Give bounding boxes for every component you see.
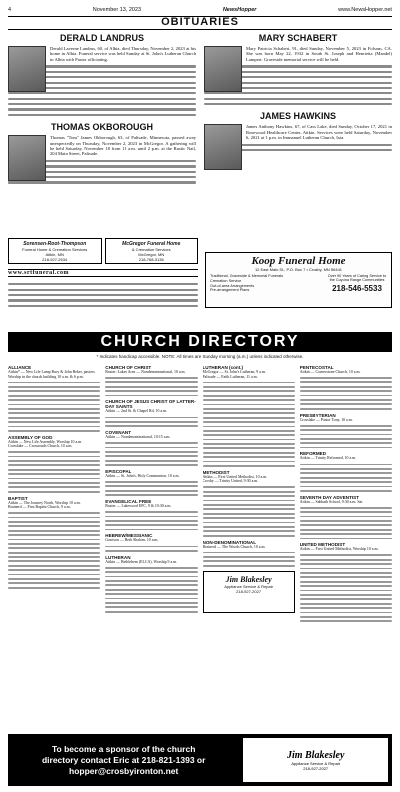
church-entry: Aitkin — 2nd St. & Chapel Rd, 10 a.m. — [105, 409, 168, 414]
church-entry: Crosby — Trinity United, 9:30 a.m. — [202, 479, 259, 484]
denomination-heading: UNITED METHODIST — [299, 542, 346, 548]
church-entry: Brainerd — First Baptist Church, 9 a.m. — [8, 505, 71, 510]
church-entry: Aitkin — First United Methodist, Worship 10 a.m. — [299, 547, 379, 552]
koop-title: Koop Funeral Home — [251, 255, 346, 267]
koop-services: Traditional, Graveside & Memorial Funerals Cremation Service Out-of-area Arrangements Pre-arrangement Plans — [210, 274, 284, 293]
church-entry: Aitkin — Bethlehem (ELCA), Worship 9 a.m. — [105, 559, 178, 564]
directory-column — [203, 362, 295, 730]
obituary-text: Mary Patricia Schabert, 91, died Sunday, November 5, 2023 in Folsom, CA. She was born May 22, 1932 in South St. Joseph and Henrietta (Mandel) Lampert. Graveside memorial service will be held. — [246, 46, 392, 62]
church-entry: Crosslake — Pastor Tony, 10 a.m. — [299, 417, 353, 422]
denomination-heading: CHURCH OF JESUS CHRIST OF LATTER-DAY SAINTS — [105, 399, 196, 410]
church-entry: Aitkin — Trinity Reformed, 10 a.m. — [299, 456, 357, 461]
denomination-heading: REFORMED — [299, 451, 327, 457]
denomination-heading: LUTHERAN (cont.) — [202, 365, 244, 370]
issue-date: November 13, 2023 — [92, 7, 142, 13]
koop-note: Over 90 Years of Caring Service to the Cuyuna Range Communities — [327, 274, 387, 282]
obituary-text: Derald Laverne Landrus, 60, of Albia, died Thursday, November 2, 2023 at his home in Albia. Funeral service was held Sunday at St. John's Lutheran Church in Albia with Pastor officiating. — [50, 46, 196, 62]
church-entry: Aitkin* — New Life Lamp Bury & John Beker, pastors — [8, 370, 95, 374]
church-directory-title: CHURCH DIRECTORY — [8, 332, 392, 352]
obituary-name: JAMES HAWKINS — [259, 111, 336, 122]
church-entry: McGregor — St. John's Lutheran, 9 a.m. — [202, 370, 266, 374]
church-entry: Aitkin — New Life Assembly, Worship 10 a.m. — [8, 439, 83, 444]
church-entry: Aitkin — St. John's, Holy Communion, 10 a.m. — [105, 473, 180, 478]
paper-name: NewsHopper — [222, 7, 257, 13]
koop-address: 12 East Main St., P.O. Box 7 • Crosby, MN 56441 — [254, 267, 343, 272]
directory-columns — [8, 362, 392, 730]
obituary-name: THOMAS OKBOROUGH — [51, 122, 153, 133]
obituary-name: MARY SCHABERT — [258, 33, 338, 43]
directory-column — [300, 362, 392, 730]
obituary-text: Thomas "Tom" James Okborough, 63, of Palisade, Minnesota, passed away unexpectedly on Thursday, November 2, 2023 in McGregor. A gathering will be held Saturday, November 18 from 11 a.m. until 2 p.m. at the Rustic Nail, 204 Main Street, Palisade. — [50, 135, 196, 157]
church-entry: Aitkin — Sabbath School, 9:30 a.m. Sat. — [299, 499, 364, 504]
church-entry: Brainerd — The Woods Church, 10 a.m. — [202, 544, 266, 549]
church-entry: Worship in the church building 10 a.m. & 6 p.m. — [8, 374, 84, 379]
section-banner: OBITUARIES — [8, 16, 392, 30]
denomination-heading: HEBREW/MESSIANIC — [105, 533, 153, 539]
denomination-heading: SEVENTH DAY ADVENTIST — [299, 494, 360, 500]
denomination-heading: COVENANT — [105, 430, 132, 436]
funeral-home-ad: McGregor Funeral Home & Cremation Services McGregor, MN 218-768-3136 — [105, 238, 199, 264]
obituary-photo — [8, 46, 46, 92]
church-entry: Aitkin — The Journey North, Worship 10 a.m. — [8, 500, 81, 505]
funeral-website-link[interactable]: www.srtfuneral.com — [8, 269, 198, 277]
church-entry: Aitkin — Cornerstone Church, 10 a.m. — [299, 370, 361, 374]
church-entry: Baxter — Lakewood EFC, 9 & 10:30 a.m. — [105, 504, 172, 509]
church-entry: Crosslake — Crossroads Church, 10 a.m. — [8, 444, 73, 449]
page-number: 4 — [8, 7, 12, 13]
denomination-heading: METHODIST — [202, 469, 230, 475]
obituary-text: James Anthony Hawkins, 67, of Cass Lake, died Sunday, October 17, 2021 in Rosewood Healthcare Center, Aitkin. Services were held Saturday, November 6, 2021 at 1 p.m. in Immanuel Lutheran Church, Ixia. — [246, 124, 392, 141]
denomination-heading: EPISCOPAL — [105, 468, 132, 474]
obituary-name: DERALD LANDRUS — [60, 33, 144, 43]
sponsor-ad: Jim Blakesley Appliance Service & Repair 218-927-2027 — [203, 571, 295, 613]
denomination-heading: ALLIANCE — [8, 365, 32, 370]
denomination-heading: LUTHERAN — [105, 554, 131, 560]
directory-column — [8, 362, 100, 730]
website-link[interactable]: www.NewsHopper.net — [338, 7, 392, 13]
sponsor-footer — [8, 734, 392, 786]
funeral-home-ads — [8, 238, 198, 326]
church-entry: Aitkin — First United Methodist, 10 a.m. — [202, 474, 268, 479]
footer-text: directory contact Eric at 218-821-1393 or — [41, 754, 206, 765]
funeral-home-ad: Sorensen-Root-Thompson Funeral Home & Cremation Services Aitkin, MN 218-927-2634 — [8, 238, 102, 264]
koop-funeral-ad — [205, 252, 392, 308]
church-entry: Garrison — Beth Shalom, 10 a.m. — [105, 538, 159, 543]
page-header — [8, 6, 392, 14]
denomination-heading: PENTECOSTAL — [299, 365, 334, 370]
denomination-heading: ASSEMBLY OF GOD — [8, 434, 53, 440]
denomination-heading: BAPTIST — [8, 495, 28, 501]
obituary-photo — [204, 46, 242, 92]
denomination-heading: PRESBYTERIAN — [299, 412, 336, 418]
obituary-photo — [8, 135, 46, 181]
church-entry: Palisade — Faith Lutheran, 11 a.m. — [202, 374, 258, 379]
church-entry: Baxter: Lakes Area — Nondenominational, 10 a.m. — [105, 370, 186, 374]
directory-column — [105, 362, 197, 730]
footer-email[interactable]: hopper@crosbyironton.net — [69, 765, 179, 776]
denomination-heading: CHURCH OF CHRIST — [105, 365, 152, 370]
sponsor-ad: Jim Blakesley Appliance Service & Repair 218-927-2027 — [243, 738, 388, 782]
obituary-photo — [204, 124, 242, 170]
church-entry: Aitkin — Nondenominational, 10:15 a.m. — [105, 435, 171, 440]
denomination-heading: EVANGELICAL FREE — [105, 499, 152, 505]
denomination-heading: NON-DENOMINATIONAL — [202, 539, 257, 545]
koop-phone: 218-546-5533 — [332, 284, 382, 293]
directory-note: * Indicates handicap accessible. NOTE: All times are Sunday morning (a.m.) unless indicated otherwise. — [96, 354, 304, 359]
footer-text: To become a sponsor of the church — [51, 743, 196, 754]
